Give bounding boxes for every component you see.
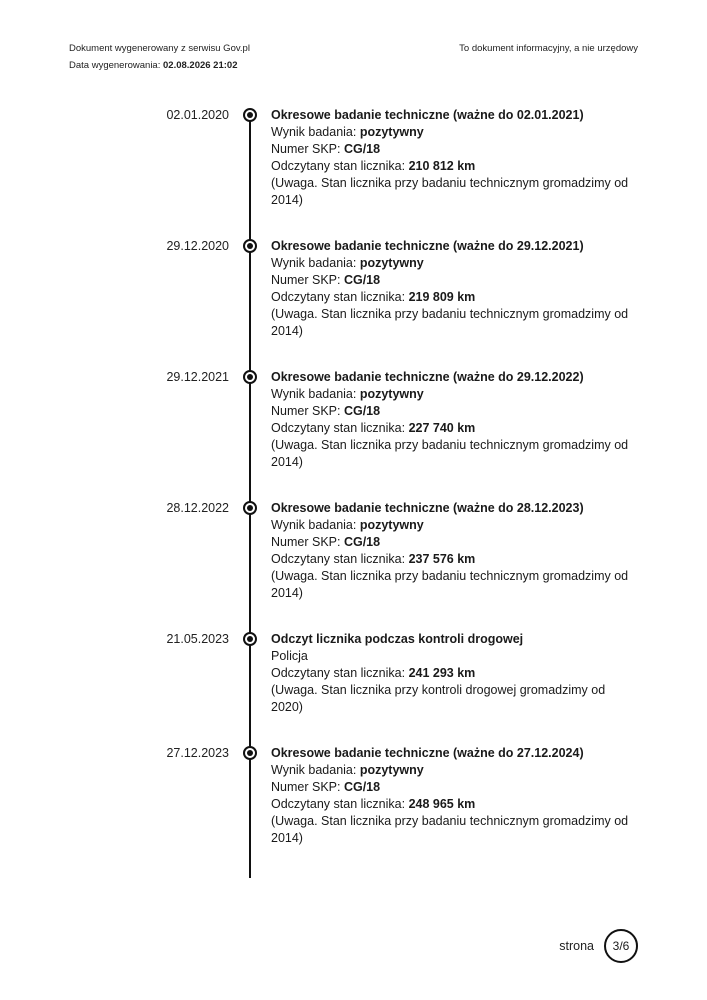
page-footer: [559, 929, 638, 963]
entry-title: Okresowe badanie techniczne (ważne do 29.12.2021): [271, 239, 584, 253]
skp-number: [271, 403, 636, 420]
skp-number-value: CG/18: [343, 273, 381, 287]
entry-date: 29.12.2020: [166, 239, 229, 253]
entry-date: 28.12.2022: [166, 501, 229, 515]
header-left: [69, 40, 250, 74]
entry-title: Odczyt licznika podczas kontroli drogowej: [271, 632, 524, 646]
test-result-label: Wynik badania:: [271, 763, 360, 777]
skp-number-label: Numer SKP:: [271, 273, 344, 287]
entry-content: [271, 107, 636, 209]
skp-number: [271, 534, 636, 551]
skp-number: [271, 272, 636, 289]
odometer-value: 237 576 km: [408, 552, 476, 566]
test-result-label: Wynik badania:: [271, 387, 360, 401]
odometer-value: 241 293 km: [408, 666, 476, 680]
entry-title: Okresowe badanie techniczne (ważne do 27.12.2024): [271, 746, 584, 760]
skp-number-value: CG/18: [343, 535, 381, 549]
generation-date-line: [69, 57, 250, 74]
timeline-line: [249, 112, 251, 878]
entry-content: [271, 500, 636, 602]
entry-date: 21.05.2023: [166, 632, 229, 646]
test-result-label: Wynik badania:: [271, 256, 360, 270]
odometer-label: Odczytany stan licznika:: [271, 666, 409, 680]
test-result: [271, 762, 636, 779]
test-result-value: pozytywny: [359, 763, 424, 777]
timeline-dot-icon: [243, 370, 257, 384]
odometer-value: 227 740 km: [408, 421, 476, 435]
odometer-label: Odczytany stan licznika:: [271, 159, 409, 173]
skp-number-label: Numer SKP:: [271, 142, 344, 156]
page-number-badge: [604, 929, 638, 963]
odometer-reading: [271, 420, 636, 437]
entry-title: Okresowe badanie techniczne (ważne do 02.01.2021): [271, 108, 584, 122]
odometer-label: Odczytany stan licznika:: [271, 290, 409, 304]
entry-content: [271, 631, 636, 716]
entry-note: (Uwaga. Stan licznika przy badaniu technicznym gromadzimy od 2014): [271, 307, 629, 338]
skp-number-label: Numer SKP:: [271, 780, 344, 794]
entry-content: [271, 369, 636, 471]
entry-date: 29.12.2021: [166, 370, 229, 384]
odometer-value: 219 809 km: [408, 290, 476, 304]
generation-date-value: 02.08.2026 21:02: [163, 60, 238, 71]
odometer-reading: [271, 665, 636, 682]
reporting-authority: Policja: [271, 649, 308, 663]
odometer-reading: [271, 158, 636, 175]
odometer-reading: [271, 289, 636, 306]
entry-note: (Uwaga. Stan licznika przy badaniu technicznym gromadzimy od 2014): [271, 176, 629, 207]
test-result-label: Wynik badania:: [271, 518, 360, 532]
test-result-value: pozytywny: [359, 256, 424, 270]
timeline-dot-icon: [243, 746, 257, 760]
test-result-value: pozytywny: [359, 125, 424, 139]
entry-note: (Uwaga. Stan licznika przy badaniu technicznym gromadzimy od 2014): [271, 814, 629, 845]
odometer-reading: [271, 551, 636, 568]
entry-title: Okresowe badanie techniczne (ważne do 29.12.2022): [271, 370, 584, 384]
test-result: [271, 124, 636, 141]
skp-number-value: CG/18: [343, 780, 381, 794]
test-result-value: pozytywny: [359, 518, 424, 532]
informational-notice: To dokument informacyjny, a nie urzędowy: [459, 43, 638, 54]
entry-content: [271, 745, 636, 847]
skp-number-value: CG/18: [343, 404, 381, 418]
page-label: strona: [559, 939, 594, 953]
odometer-reading: [271, 796, 636, 813]
test-result: [271, 255, 636, 272]
skp-number-label: Numer SKP:: [271, 404, 344, 418]
entry-title: Okresowe badanie techniczne (ważne do 28.12.2023): [271, 501, 584, 515]
generated-from-text: Dokument wygenerowany z serwisu Gov.pl: [69, 43, 250, 54]
timeline-dot-icon: [243, 108, 257, 122]
skp-number-value: CG/18: [343, 142, 381, 156]
entry-note: (Uwaga. Stan licznika przy badaniu technicznym gromadzimy od 2014): [271, 438, 629, 469]
odometer-label: Odczytany stan licznika:: [271, 421, 409, 435]
entry-note: (Uwaga. Stan licznika przy badaniu technicznym gromadzimy od 2014): [271, 569, 629, 600]
timeline-dot-icon: [243, 632, 257, 646]
timeline-dot-icon: [243, 239, 257, 253]
odometer-label: Odczytany stan licznika:: [271, 552, 409, 566]
test-result-label: Wynik badania:: [271, 125, 360, 139]
generation-date-label: Data wygenerowania:: [69, 60, 163, 71]
skp-number-label: Numer SKP:: [271, 535, 344, 549]
timeline-dot-icon: [243, 501, 257, 515]
odometer-label: Odczytany stan licznika:: [271, 797, 409, 811]
header-right: [459, 40, 638, 57]
entry-note: (Uwaga. Stan licznika przy kontroli drogowej gromadzimy od 2020): [271, 683, 606, 714]
odometer-value: 210 812 km: [408, 159, 476, 173]
skp-number: [271, 779, 636, 796]
test-result: [271, 517, 636, 534]
test-result: [271, 386, 636, 403]
entry-date: 02.01.2020: [166, 108, 229, 122]
entry-content: [271, 238, 636, 340]
test-result-value: pozytywny: [359, 387, 424, 401]
odometer-value: 248 965 km: [408, 797, 476, 811]
entry-date: 27.12.2023: [166, 746, 229, 760]
page-number: 3/6: [612, 939, 630, 953]
skp-number: [271, 141, 636, 158]
